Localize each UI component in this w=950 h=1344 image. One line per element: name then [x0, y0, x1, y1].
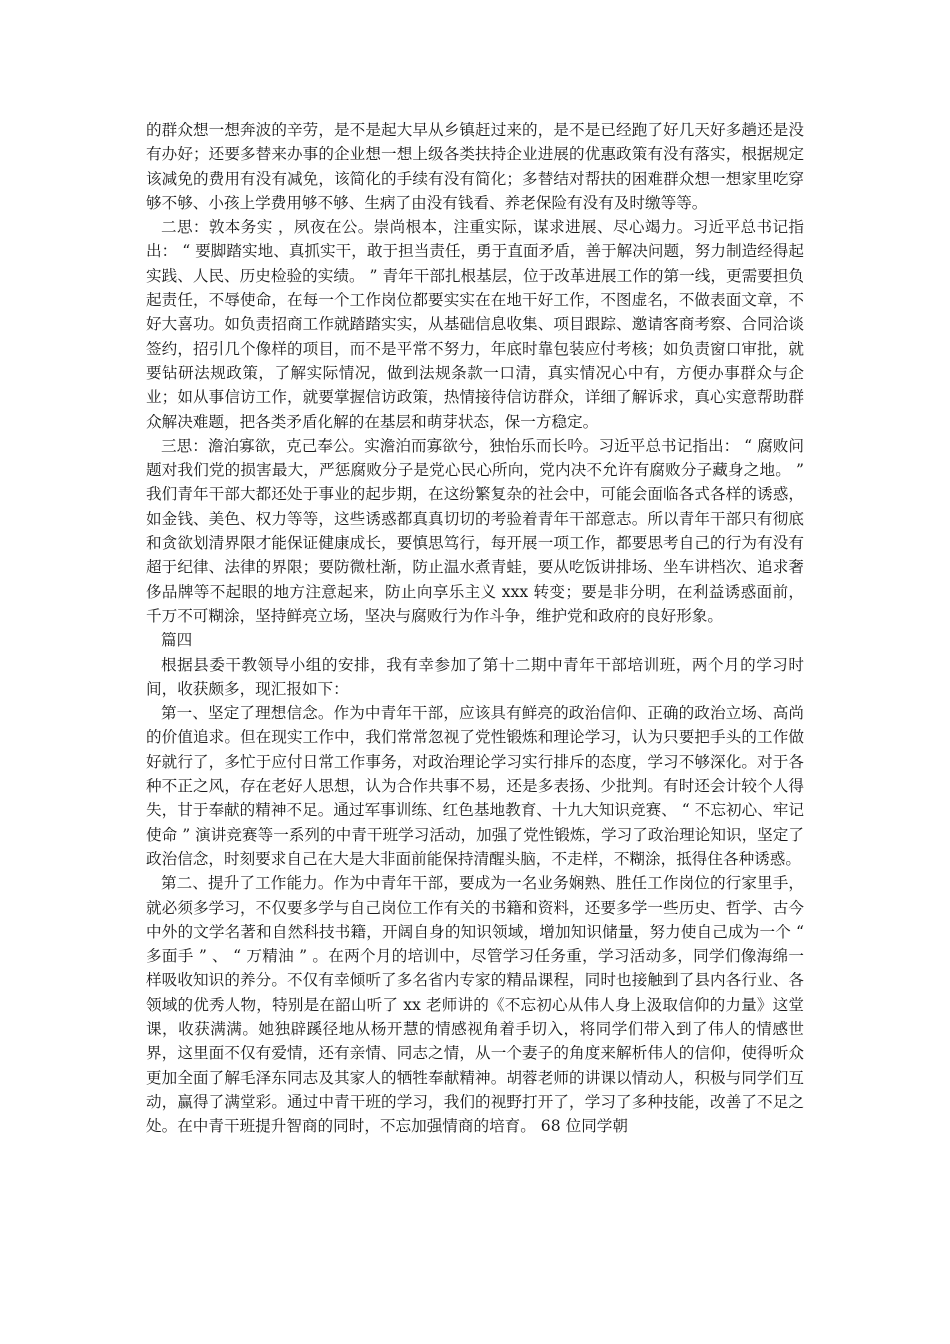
- paragraph-second-reflection: 二思：敦本务实 ，夙夜在公。崇尚根本，注重实际，谋求进展、尽心竭力。习近平总书记指出： “ 要脚踏实地、真抓实干，敢于担当责任，勇于直面矛盾，善于解决问题，努力制造经得起实践、人民、历史检验的实绩。 ” 青年干部扎根基层，位于改革进展工作的第一线，更需要担负起责任，不辱使命，在每一个工作岗位都要实实在在地干好工作，不图虚名，不做表面文章，不好大喜功。如负责招商工作就踏踏实实，从基础信息收集、项目跟踪、邀请客商考察、合同洽谈签约，招引几个像样的项目，而不是平常不努力，年底时靠包装应付考核；如负责窗口审批，就要钻研法规政策，了解实际情况，做到法规条款一口清，真实情况心中有，方便办事群众与企业；如从事信访工作，就要掌握信访政策，热情接待信访群众，详细了解诉求，真心实意帮助群众解决难题，把各类矛盾化解的在基层和萌芽状态，保一方稳定。: [146, 218, 804, 431]
- section-heading-part-four: 篇四: [161, 631, 193, 650]
- paragraph-intro-report: 根据县委干教领导小组的安排，我有幸参加了第十二期中青年干部培训班，两个月的学习时间，收获颇多，现汇报如下：: [146, 655, 804, 698]
- paragraph-first-point: 第一、坚定了理想信念。作为中青年干部，应该具有鲜亮的政治信仰、正确的政治立场、高尚的价值追求。但在现实工作中，我们常常忽视了党性锻炼和理论学习，认为只要把手头的工作做好就行了，多忙于应付日常工作事务，对政治理论学习实行排斥的态度，学习不够深化。对于各种不正之风，存在老好人思想，认为合作共事不易，还是多表扬、少批判。有时还会计较个人得失，甘于奉献的精神不足。通过军事训练、红色基地教育、十九大知识竞赛、 “ 不忘初心、牢记使命 ” 演讲竞赛等一系列的中青干班学习活动，加强了党性锻炼，学习了政治理论知识，坚定了政治信念，时刻要求自己在大是大非面前能保持清醒头脑，不走样，不糊涂，抵得住各种诱惑。: [146, 704, 804, 868]
- document-page: [146, 118, 804, 1138]
- paragraph-third-reflection: 三思：澹泊寡欲，克己奉公。实澹泊而寡欲兮，独怡乐而长吟。习近平总书记指出： “ 腐败问题对我们党的损害最大，严惩腐败分子是党心民心所向，党内决不允许有腐败分子藏身之地。 ” 我们青年干部大都还处于事业的起步期，在这纷繁复杂的社会中，可能会面临各式各样的诱惑，如金钱、美色、权力等等，这些诱惑都真真切切的考验着青年干部意志。所以青年干部只有彻底和贪欲划清界限才能保证健康成长，要慎思笃行，每开展一项工作，都要思考自己的行为有没有超于纪律、法律的界限；要防微杜渐，防止温水煮青蛙，要从吃饭讲排场、坐车讲档次、追求奢侈品牌等不起眼的地方注意起来，防止向享乐主义 xxx 转变；要是非分明，在利益诱惑面前，千万不可糊涂，坚持鲜亮立场，坚决与腐败行为作斗争，维护党和政府的良好形象。: [146, 436, 804, 625]
- paragraph-1-continued: 的群众想一想奔波的辛劳，是不是起大早从乡镇赶过来的，是不是已经跑了好几天好多趟还是没有办好；还要多替来办事的企业想一想上级各类扶持企业进展的优惠政策有没有落实，根据规定该减免的费用有没有减免，该简化的手续有没有简化；多替结对帮扶的困难群众想一想家里吃穿够不够、小孩上学费用够不够、生病了由没有钱看、养老保险有没有及时缴等等。: [146, 121, 804, 212]
- paragraph-second-point: 第二、提升了工作能力。作为中青年干部，要成为一名业务娴熟、胜任工作岗位的行家里手，就必须多学习，不仅要多学与自己岗位工作有关的书籍和资料，还要多学一些历史、哲学、古今中外的文学名著和自然科技书籍，开阔自身的知识领域，增加知识储量，努力使自己成为一个 “ 多面手 ” 、 “ 万精油 ” 。在两个月的培训中，尽管学习任务重，学习活动多，同学们像海绵一样吸收知识的养分。不仅有幸倾听了多名省内专家的精品课程，同时也接触到了县内各行业、各领域的优秀人物，特别是在韶山听了 xx 老师讲的《不忘初心从伟人身上汲取信仰的力量》这堂课，收获满满。她独辟蹊径地从杨开慧的情感视角着手切入，将同学们带入到了伟人的情感世界，这里面不仅有爱情，还有亲情、同志之情，从一个妻子的角度来解析伟人的信仰，使得听众更加全面了解毛泽东同志及其家人的牺牲奉献精神。胡蓉老师的讲课以情动人，积极与同学们互动，赢得了满堂彩。通过中青干班的学习，我们的视野打开了，学习了多种技能，改善了不足之处。在中青干班提升智商的同时，不忘加强情商的培育。 68 位同学朝: [146, 874, 804, 1136]
